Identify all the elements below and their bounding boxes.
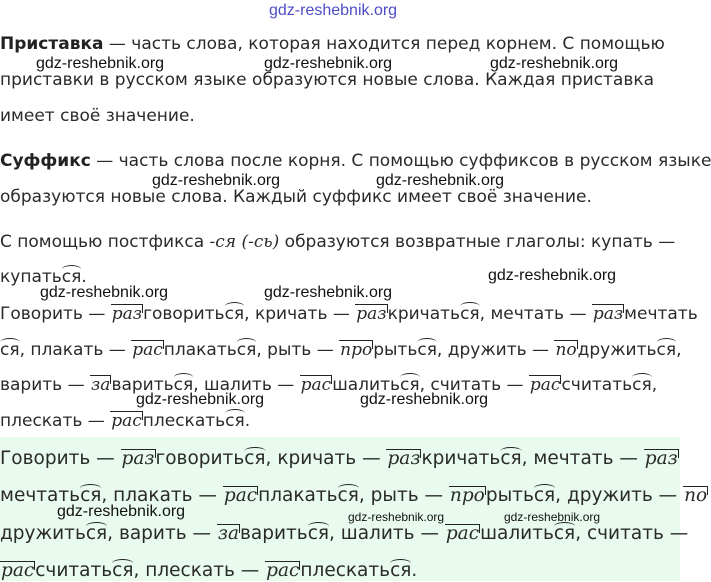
postfix-mark: ся bbox=[553, 523, 576, 544]
postfix-mark: ся bbox=[173, 375, 194, 395]
word-root: говорить bbox=[143, 304, 225, 324]
prefix-mark: раз bbox=[121, 448, 155, 469]
prefix-mark: рас bbox=[111, 411, 142, 431]
watermark: gdz-reshebnik.org bbox=[488, 267, 617, 284]
word: рыть bbox=[267, 340, 312, 360]
separator: , bbox=[555, 485, 567, 506]
suffix-def-1: — часть слова после корня. С помощью суффиксов в русском языке bbox=[90, 151, 711, 171]
prefix-rule-line-3: имеет своё значение. bbox=[0, 106, 195, 126]
word-root: плескать bbox=[300, 560, 391, 581]
word-root: считать bbox=[35, 560, 113, 581]
postfix-mark: ся bbox=[225, 411, 245, 431]
period: . bbox=[81, 267, 87, 287]
word-root: кричать bbox=[387, 304, 461, 324]
postfix-mark: ся bbox=[224, 304, 245, 324]
postfix-mark: ся bbox=[400, 375, 420, 395]
postfix-mark: ся bbox=[85, 523, 108, 544]
word-root: шалить bbox=[480, 523, 554, 544]
prefix-mark: за bbox=[91, 375, 111, 395]
prefix-mark: про bbox=[340, 340, 373, 360]
prefix-rule-line-1 bbox=[0, 33, 665, 55]
dash: — bbox=[271, 375, 300, 395]
word-root: кричать bbox=[421, 448, 501, 469]
dash: — bbox=[90, 448, 121, 469]
postfix-mark: ся bbox=[390, 560, 412, 581]
example-line-4 bbox=[0, 410, 250, 432]
period: . bbox=[411, 560, 418, 581]
watermark: gdz-reshebnik.org bbox=[348, 510, 445, 524]
dash: — bbox=[663, 523, 689, 544]
separator: , bbox=[107, 523, 119, 544]
example-line-3 bbox=[0, 374, 657, 396]
watermark: gdz-reshebnik.org bbox=[360, 391, 489, 408]
dash: — bbox=[526, 340, 555, 360]
postfix-text-b: образуются возвратные глаголы: купать — bbox=[279, 232, 676, 252]
postfix-mark: ся bbox=[112, 560, 134, 581]
dash: — bbox=[652, 485, 684, 506]
watermark: gdz-reshebnik.org bbox=[57, 503, 186, 520]
word: мечтать bbox=[533, 448, 614, 469]
separator: , bbox=[479, 304, 491, 324]
dash: — bbox=[414, 523, 445, 544]
prefix-mark: раз bbox=[387, 448, 421, 469]
suffix-term: Суффикс bbox=[0, 151, 91, 171]
prefix-rule-line-2: приставки в русском языке образуются новые слова. Каждая приставка bbox=[0, 70, 655, 90]
prefix-mark: по bbox=[555, 340, 577, 360]
prefix-mark: рас bbox=[132, 340, 163, 360]
suffix-rule-line-1 bbox=[0, 150, 711, 172]
answer-line-1 bbox=[0, 448, 679, 470]
postfix-mark: ся bbox=[417, 340, 437, 360]
separator: , bbox=[133, 560, 146, 581]
word: кричать bbox=[277, 448, 357, 469]
word-root: мечтать bbox=[624, 304, 698, 324]
postfix-mark: ся bbox=[337, 485, 359, 506]
dash: — bbox=[418, 485, 449, 506]
word: дружить bbox=[566, 485, 653, 506]
word-root: говорить bbox=[155, 448, 245, 469]
prefix-mark: рас bbox=[266, 560, 300, 581]
watermark: gdz-reshebnik.org bbox=[152, 172, 281, 189]
dash: — bbox=[103, 340, 132, 360]
separator: , bbox=[676, 340, 682, 360]
separator: , bbox=[193, 375, 205, 395]
separator: , bbox=[329, 523, 341, 544]
word-root: плескать bbox=[142, 411, 226, 431]
prefix-term: Приставка bbox=[0, 34, 104, 54]
postfix-mark: ся bbox=[632, 375, 652, 395]
prefix-mark: рас bbox=[223, 485, 258, 506]
word: мечтать bbox=[490, 304, 565, 324]
word-root: шалить bbox=[332, 375, 401, 395]
dash: — bbox=[82, 411, 111, 431]
suffix-rule-line-2: образуются новые слова. Каждый суффикс имеет своё значение. bbox=[0, 187, 592, 207]
dash: — bbox=[311, 340, 340, 360]
word-root: дружить bbox=[577, 340, 657, 360]
postfix-mark: ся bbox=[533, 485, 556, 506]
word-root: рыть bbox=[485, 485, 534, 506]
watermark: gdz-reshebnik.org bbox=[264, 55, 393, 72]
dash: — bbox=[234, 560, 266, 581]
watermark-top: gdz-reshebnik.org bbox=[269, 2, 398, 19]
dash: — bbox=[62, 375, 91, 395]
separator: , bbox=[419, 375, 431, 395]
postfix-mark: ся bbox=[80, 485, 102, 506]
prefix-mark: по bbox=[684, 485, 708, 506]
watermark: gdz-reshebnik.org bbox=[40, 284, 169, 301]
word-root: дружить bbox=[0, 523, 86, 544]
prefix-mark: рас bbox=[529, 375, 561, 395]
word: считать bbox=[586, 523, 664, 544]
separator: , bbox=[265, 448, 278, 469]
word: шалить bbox=[340, 523, 415, 544]
watermark: gdz-reshebnik.org bbox=[264, 284, 393, 301]
prefix-mark: рас bbox=[1, 560, 35, 581]
word: плакать bbox=[30, 340, 104, 360]
word-root: мечтать bbox=[0, 485, 81, 506]
word: Говорить bbox=[0, 448, 91, 469]
separator: , bbox=[521, 448, 534, 469]
word: варить bbox=[0, 375, 63, 395]
prefix-mark: про bbox=[449, 485, 485, 506]
separator: , bbox=[19, 340, 31, 360]
separator: , bbox=[101, 485, 114, 506]
word: рыть bbox=[370, 485, 419, 506]
word-root: плакать bbox=[163, 340, 237, 360]
watermark: gdz-reshebnik.org bbox=[504, 510, 601, 524]
word: плескать bbox=[145, 560, 235, 581]
separator: , bbox=[575, 523, 587, 544]
postfix-mark: ся bbox=[500, 448, 522, 469]
dash: — bbox=[186, 523, 217, 544]
postfix-mark: ся bbox=[61, 267, 82, 287]
postfix-rule-line-1 bbox=[0, 231, 675, 253]
prefix-mark: раз bbox=[592, 304, 624, 324]
word: кричать bbox=[254, 304, 328, 324]
dash: — bbox=[501, 375, 529, 395]
postfix-morpheme: -ся (-сь) bbox=[209, 232, 280, 252]
postfix-text-a: С помощью постфикса bbox=[0, 232, 210, 252]
prefix-mark: раз bbox=[644, 448, 678, 469]
word-root: считать bbox=[561, 375, 633, 395]
period: . bbox=[244, 411, 251, 431]
prefix-mark: раз bbox=[356, 304, 387, 324]
example-line-2 bbox=[0, 339, 682, 361]
postfix-mark: ся bbox=[236, 340, 257, 360]
word-root: плакать bbox=[258, 485, 338, 506]
word: дружить bbox=[447, 340, 527, 360]
postfix-mark: ся bbox=[244, 448, 266, 469]
watermark: gdz-reshebnik.org bbox=[376, 172, 505, 189]
dash: — bbox=[192, 485, 223, 506]
prefix-def-1: — часть слова, которая находится перед корнем. С помощью bbox=[103, 34, 665, 54]
dash: — bbox=[613, 448, 644, 469]
postfix-mark: ся bbox=[0, 340, 20, 360]
word: считать bbox=[430, 375, 502, 395]
postfix-mark: ся bbox=[460, 304, 480, 324]
separator: , bbox=[651, 375, 658, 395]
prefix-mark: рас bbox=[300, 375, 332, 395]
dash: — bbox=[356, 448, 387, 469]
watermark: gdz-reshebnik.org bbox=[136, 391, 265, 408]
prefix-mark: раз bbox=[111, 304, 143, 324]
word: варить bbox=[118, 523, 187, 544]
watermark: gdz-reshebnik.org bbox=[36, 55, 165, 72]
word: плакать bbox=[113, 485, 193, 506]
word-root: рыть bbox=[373, 340, 418, 360]
word: Говорить bbox=[0, 304, 83, 324]
answer-line-4 bbox=[0, 560, 417, 582]
word-kupat: купать bbox=[0, 267, 62, 287]
example-line-1 bbox=[0, 303, 698, 325]
postfix-mark: ся bbox=[656, 340, 677, 360]
dash: — bbox=[327, 304, 356, 324]
dash: — bbox=[82, 304, 111, 324]
prefix-mark: рас bbox=[445, 523, 480, 544]
separator: , bbox=[244, 304, 255, 324]
answer-line-3 bbox=[0, 523, 688, 545]
watermark: gdz-reshebnik.org bbox=[490, 55, 619, 72]
word-root: варить bbox=[240, 523, 308, 544]
separator: , bbox=[256, 340, 268, 360]
dash: — bbox=[564, 304, 592, 324]
separator: , bbox=[358, 485, 371, 506]
word: шалить bbox=[204, 375, 272, 395]
separator: , bbox=[436, 340, 448, 360]
postfix-mark: ся bbox=[307, 523, 330, 544]
word: плескать bbox=[0, 411, 83, 431]
prefix-mark: за bbox=[217, 523, 240, 544]
word-root: варить bbox=[111, 375, 174, 395]
